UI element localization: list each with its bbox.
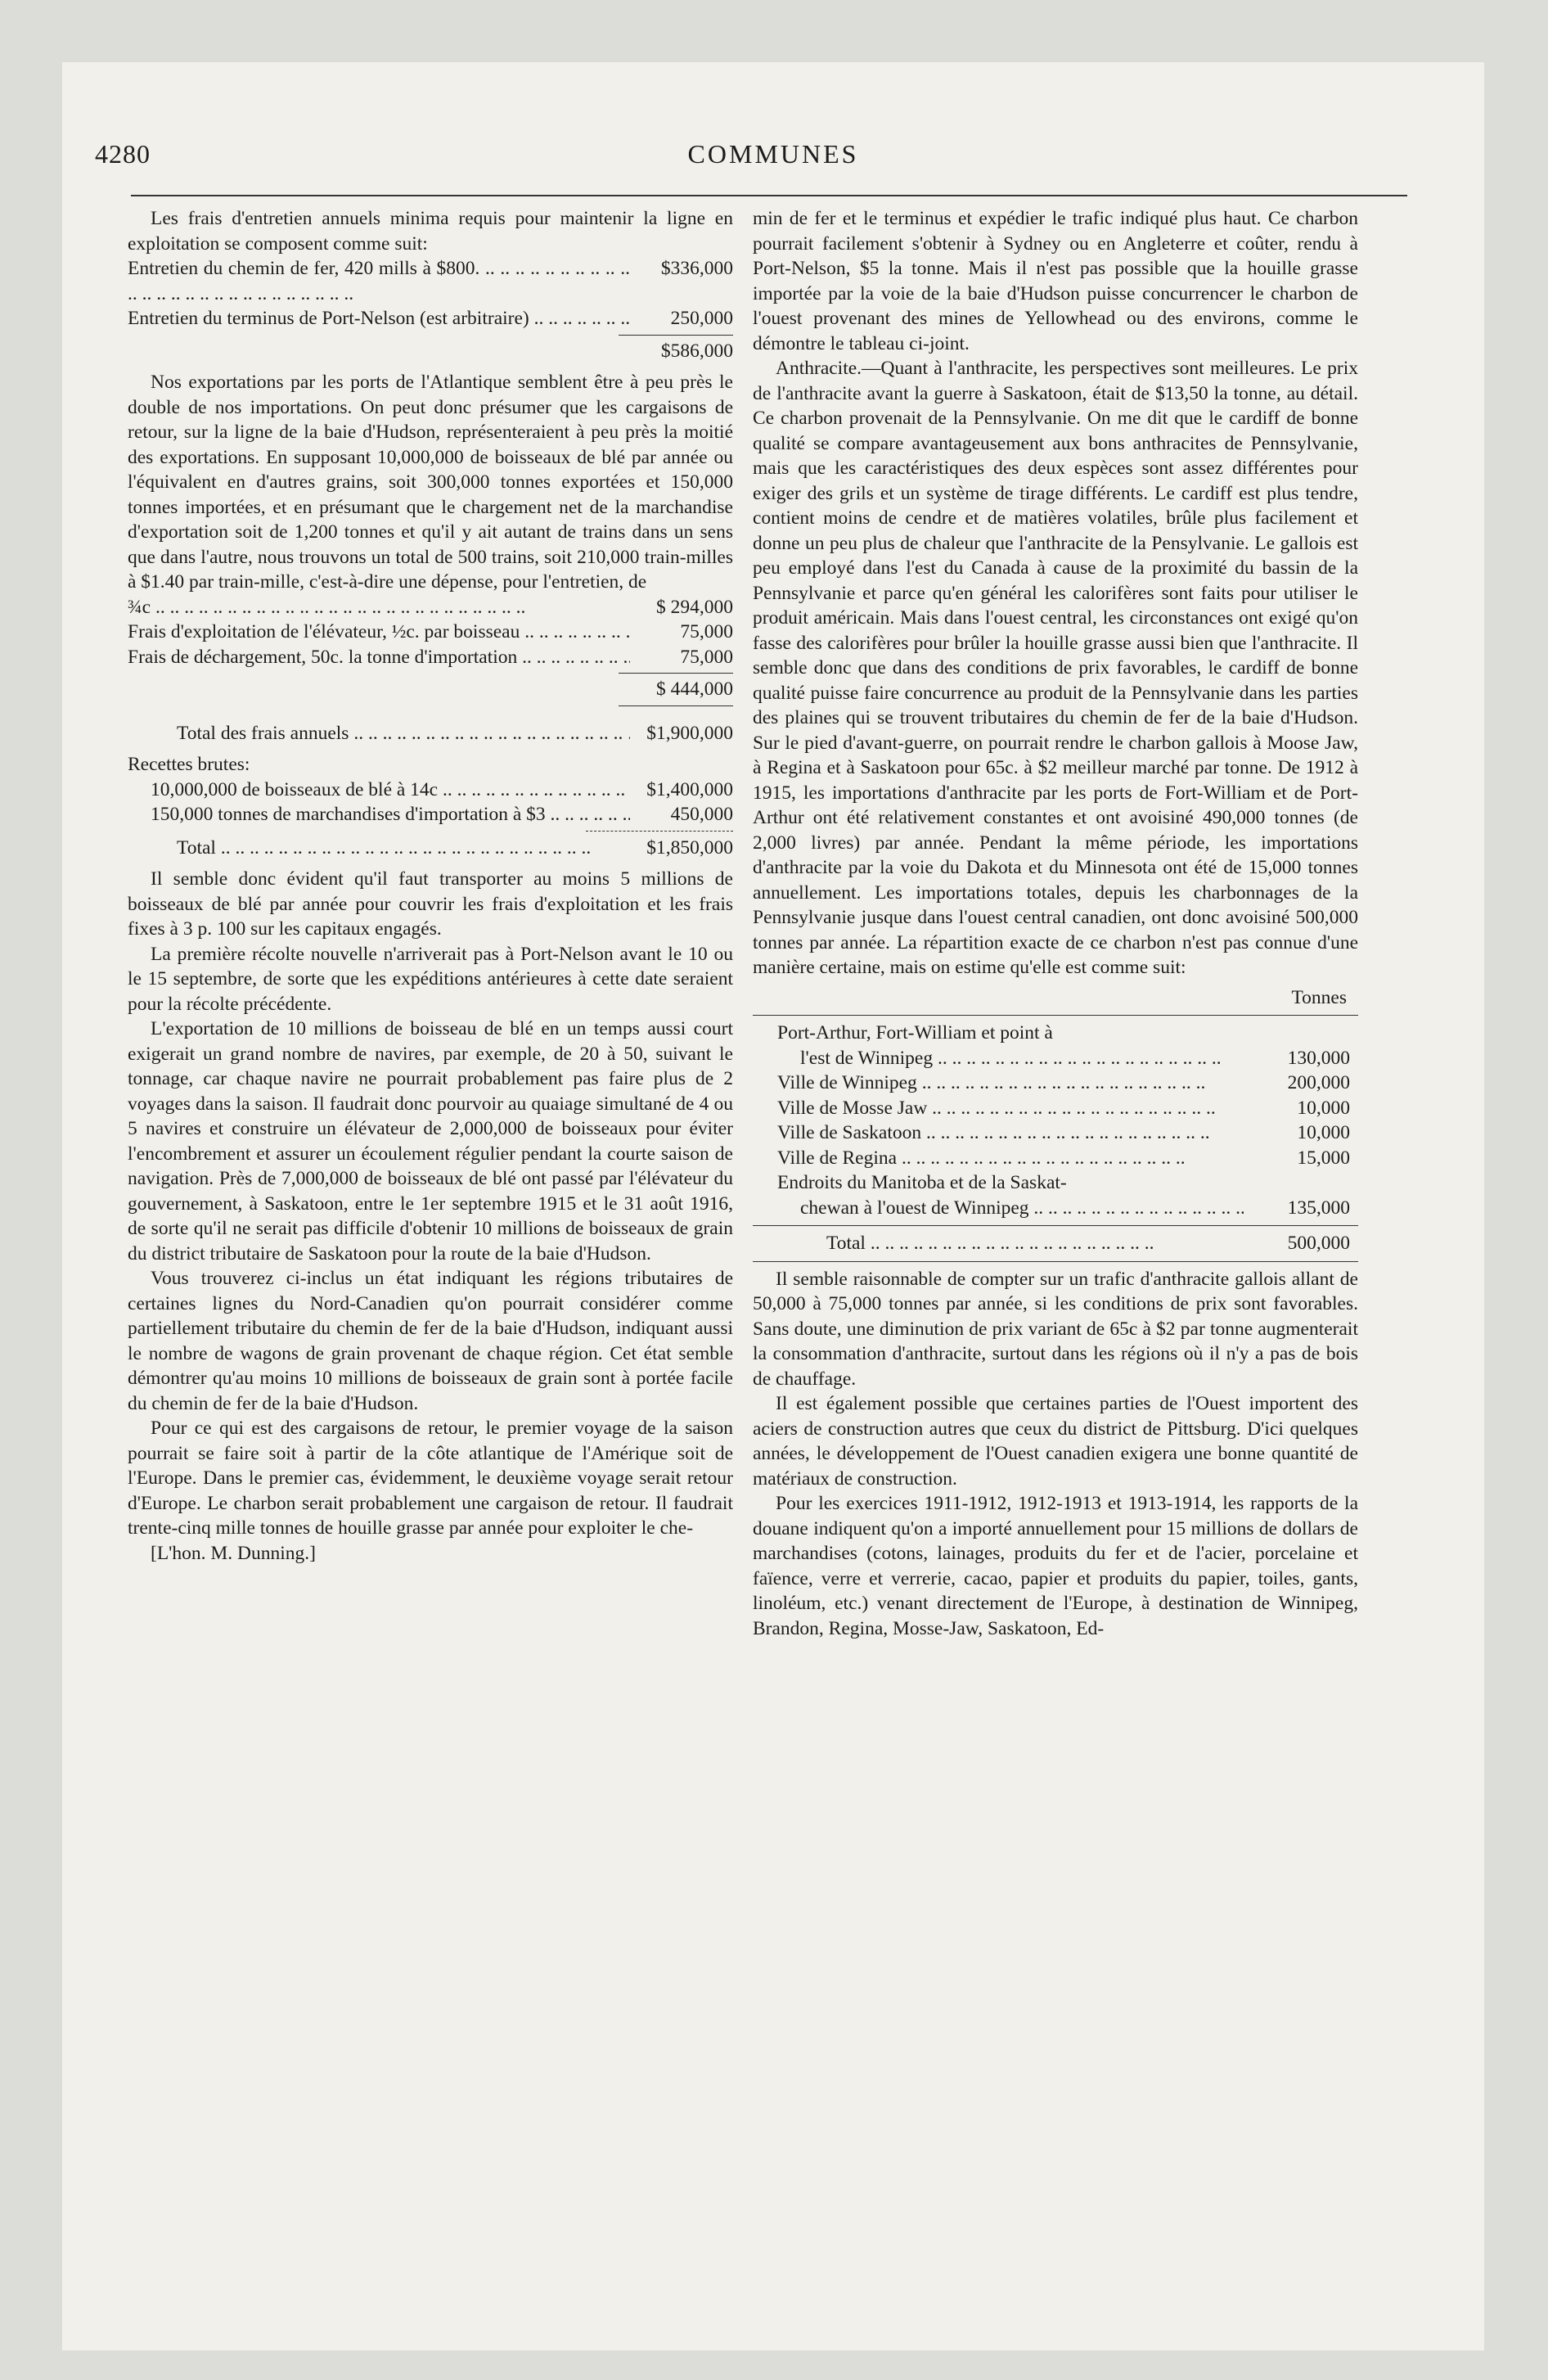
- table-column-heading: Tonnes: [1291, 986, 1347, 1008]
- cost-line: [128, 306, 733, 331]
- right-column: [753, 206, 1358, 1641]
- revenue-line: [128, 802, 733, 827]
- revenue-total-amount: $1,850,000: [646, 836, 733, 859]
- cost-amount: $336,000: [660, 258, 733, 279]
- paragraph: Pour ce qui est des cargaisons de retour, le premier voyage de la saison pourrait se faire soit à partir de la côte atlantique de l'Amérique soit de l'Europe. Dans le premier cas, évidemment, le deuxième voyage serait retour d'Europe. Le charbon serait probablement une cargaison de retour. Il faudrait trente-cinq mille tonnes de houille grasse par année pour exploiter le che-: [128, 1418, 733, 1539]
- table-row-label: Ville de Mosse Jaw .. ..: [777, 1096, 1244, 1121]
- table-row-amount: 135,000: [1287, 1197, 1350, 1219]
- sum-rule: [586, 831, 733, 832]
- paragraph: Les frais d'entretien annuels minima requis pour maintenir la ligne en exploitation se composent comme suit:: [128, 208, 733, 255]
- table-row-label: Endroits du Manitoba et de la Saskat-: [777, 1172, 1067, 1193]
- annual-total-line: [128, 721, 733, 746]
- table-row-amount: 10,000: [1297, 1122, 1350, 1143]
- left-column: [128, 206, 733, 1566]
- table-rule: [753, 1225, 1358, 1226]
- cost-line: [128, 620, 733, 645]
- table-row-label: Ville de Regina .. ..: [777, 1146, 1244, 1171]
- table-row-amount: 200,000: [1287, 1072, 1350, 1093]
- paragraph: Anthracite.—Quant à l'anthracite, les perspectives sont meilleures. Le prix de l'anthracite avant la guerre à Saskatoon, était de $13,50 la tonne, au détail. Ce charbon provenait de la Pennsylvanie. On me dit que le cardiff de bonne qualité se compare avantageusement aux bons anthracites de Pennsylvanie, mais que les caractéristiques des deux espèces sont assez différentes pour exiger des grils et un système de tirage différents. Le cardiff est plus tendre, contient moins de cendre et de matières volatiles, brûle plus facilement et donne un peu plus de chaleur que l'anthracite de la Pensylvanie. Le gallois est peu employé dans l'est du Canada à cause de la proximité du bassin de la Pennsylvanie et parce qu'en général les calorifères sont faits pour utiliser le produit américain. Mais dans l'ouest central, les circonstances ont exigé qu'on fasse des calorifères pour brûler la houille grasse aussi bien que l'anthracite. Il semble donc que dans des conditions de prix favorables, le cardiff de bonne qualité puisse faire concurrence au produit de la Pennsylvanie dans les parties des plaines qui se trouvent tributaires du chemin de fer de la baie d'Hudson. Sur le pied d'avant-guerre, on pourrait rendre le charbon gallois à Moose Jaw, à Regina et à Saskatoon pour 65c. à $2 meilleur marché par tonne. De 1912 à 1915, les importations d'anthracite par les ports de Fort-William et de Port-Arthur ont été relativement constantes et ont avoisiné 490,000 tonnes (de 2,000 livres) par année. Pendant la même période, les importations d'anthracite par la voie du Dakota et du Minnesota ont été de 15,000 tonnes annuellement. Les importations totales, depuis les charbonnages de la Pennsylvanie jusque dans l'ouest central canadien, ont donc avoisiné 500,000 tonnes par année. La répartition exacte de ce charbon n'est pas connue d'une manière certaine, mais on estime qu'elle est comme suit:: [753, 358, 1358, 978]
- cost-label: ¾c .. ..: [128, 595, 630, 620]
- table-row-amount: 15,000: [1297, 1147, 1350, 1169]
- cost-label: Entretien du terminus de Port-Nelson (est arbitraire) .. ..: [128, 306, 630, 331]
- annual-total-label: Total des frais annuels .. ..: [128, 721, 630, 746]
- table-row-amount: 130,000: [1287, 1047, 1350, 1069]
- cost-amount: 250,000: [670, 308, 733, 329]
- cost-subtotal: $586,000: [660, 340, 733, 362]
- table-row: [753, 1071, 1358, 1096]
- table-total-amount: 500,000: [1287, 1233, 1350, 1254]
- cost-subtotal: $ 444,000: [656, 678, 733, 700]
- paragraph: Nos exportations par les ports de l'Atlantique semblent être à peu près le double de nos importations. On peut donc présumer que les cargaisons de retour, sur la ligne de la baie d'Hudson, représenteraient à peu près la moitié des exportations. En supposant 10,000,000 de boisseaux de blé par année ou l'équivalent en d'autres grains, soit 300,000 tonnes exportées et 150,000 tonnes importées, et en présumant que le chargement net de la marchandise d'exportation soit de 1,200 tonnes et qu'il y ait autant de trains dans un sens que dans l'autre, nous trouvons un total de 500 trains, soit 210,000 train-milles à $1.40 par train-mille, c'est-à-dire une dépense, pour l'entretien, de: [128, 372, 733, 593]
- footer-speaker: [L'hon. M. Dunning.]: [151, 1542, 317, 1564]
- paragraph: Il semble donc évident qu'il faut transporter au moins 5 millions de boisseaux de blé par année pour couvrir les frais d'exploitation et les frais fixes à 3 p. 100 sur les capitaux engagés.: [128, 868, 733, 940]
- table-rule: [753, 1261, 1358, 1262]
- header-rule: [131, 195, 1407, 196]
- sum-rule: [619, 335, 733, 336]
- table-row-label: chewan à l'ouest de Winnipeg .. ..: [800, 1196, 1244, 1221]
- table-row: [753, 1096, 1358, 1121]
- document-page: [62, 62, 1484, 2351]
- paragraph: Pour les exercices 1911-1912, 1912-1913 et 1913-1914, les rapports de la douane indiquent qu'on a importé annuellement pour 15 millions de dollars de marchandises (cotons, lainages, produits du fer et de l'acier, porcelaine et faïence, verre et verrerie, cacao, papier et produits du papier, toiles, gants, linoléum, etc.) venant directement de l'Europe, à destination de Winnipeg, Brandon, Regina, Mosse-Jaw, Saskatoon, Ed-: [753, 1493, 1358, 1639]
- table-row-label: Ville de Winnipeg .. ..: [777, 1071, 1244, 1096]
- table-row-amount: 10,000: [1297, 1097, 1350, 1119]
- paragraph: Il est également possible que certaines parties de l'Ouest importent des aciers de construction autres que ceux du district de Pittsburg. D'ici quelques années, le développement de l'Ouest canadien exigera une bonne quantité de matériaux de construction.: [753, 1393, 1358, 1490]
- cost-line: [128, 256, 733, 306]
- revenue-amount: $1,400,000: [646, 778, 733, 800]
- table-total-label: Total .. ..: [826, 1231, 1244, 1256]
- table-total-row: [753, 1231, 1358, 1256]
- cost-label: Frais d'exploitation de l'élévateur, ½c. par boisseau .. ..: [128, 620, 630, 645]
- table-row: [753, 1120, 1358, 1146]
- cost-line: [128, 595, 733, 620]
- table-row: [753, 1146, 1358, 1171]
- running-head: COMMUNES: [687, 139, 859, 169]
- paragraph: L'exportation de 10 millions de boisseau de blé en un temps aussi court exigerait un grand nombre de navires, par exemple, de 20 à 50, suivant le tonnage, car chaque navire ne pourrait probablement pas faire plus de 2 voyages dans la saison. Il faudrait donc pourvoir au quaiage simultané de 4 ou 5 navires et construire un élévateur de 2,000,000 de boisseaux pour éviter l'encombrement et assurer un écoulement régulier pendant la courte saison de navigation. Près de 7,000,000 de boisseaux de blé ont passé par l'élévateur du gouvernement, à Saskatoon, entre le 1er septembre 1915 et le 31 août 1916, de sorte qu'il ne serait pas difficile d'obtenir 10 millions de boisseaux de grain du district tributaire de Saskatoon pour la route de la baie d'Hudson.: [128, 1018, 733, 1264]
- paragraph: min de fer et le terminus et expédier le trafic indiqué plus haut. Ce charbon pourrait facilement s'obtenir à Sydney ou en Angleterre et coûter, rendu à Port-Nelson, $5 la tonne. Mais il n'est pas possible que la houille grasse importée par la voie de la baie d'Hudson puisse concurrencer le charbon de l'ouest provenant des mines de Yellowhead ou des environs, comme le démontre le tableau ci-joint.: [753, 208, 1358, 354]
- cost-amount: 75,000: [680, 621, 733, 642]
- revenue-total-label: Total .. ..: [128, 836, 630, 861]
- paragraph: La première récolte nouvelle n'arriverait pas à Port-Nelson avant le 10 ou le 15 septembre, de sorte que les expéditions antérieures à cette date seraient pour la récolte précédente.: [128, 943, 733, 1015]
- table-row: [753, 1170, 1358, 1220]
- annual-total-amount: $1,900,000: [646, 722, 733, 744]
- cost-line: [128, 645, 733, 670]
- table-rule: [753, 1015, 1358, 1016]
- table-row-label: Ville de Saskatoon .. ..: [777, 1120, 1244, 1146]
- revenues-heading: Recettes brutes:: [128, 754, 250, 775]
- table-row: [753, 1021, 1358, 1071]
- revenue-line: [128, 778, 733, 803]
- sum-rule: [619, 673, 733, 674]
- revenue-amount: 450,000: [670, 804, 733, 825]
- cost-amount: 75,000: [680, 646, 733, 668]
- paragraph: Vous trouverez ci-inclus un état indiquant les régions tributaires de certaines lignes du Nord-Canadien qu'on pourrait considérer comme partiellement tributaire du chemin de fer de la baie d'Hudson, indiquant aussi le nombre de wagons de grain provenant de chaque région. Cet état semble démontrer qu'au moins 10 millions de boisseaux de grain sont à portée facile du chemin de fer de la baie d'Hudson.: [128, 1268, 733, 1414]
- sum-rule: [619, 705, 733, 706]
- cost-amount: $ 294,000: [656, 596, 733, 618]
- paragraph: Il semble raisonnable de compter sur un trafic d'anthracite gallois allant de 50,000 à 75,000 tonnes par année, si les conditions de prix sont favorables. Sans doute, une diminution de prix variant de 65c à $2 par tonne augmenterait la consommation d'anthracite, surtout dans les régions où il n'y a pas de bois de chauffage.: [753, 1268, 1358, 1390]
- cost-label: Entretien du chemin de fer, 420 mills à $800. .. ..: [128, 256, 630, 306]
- page-header: [62, 139, 1484, 172]
- table-row-label: l'est de Winnipeg .. ..: [800, 1046, 1244, 1071]
- cost-label: Frais de déchargement, 50c. la tonne d'importation .. ..: [128, 645, 630, 670]
- revenue-label: 150,000 tonnes de marchandises d'importation à $3 .. ..: [151, 802, 630, 827]
- page-number: 4280: [95, 139, 151, 169]
- table-row-label: Port-Arthur, Fort-William et point à: [777, 1022, 1053, 1044]
- revenue-label: 10,000,000 de boisseaux de blé à 14c .. ..: [151, 778, 630, 803]
- revenue-total-line: [128, 836, 733, 861]
